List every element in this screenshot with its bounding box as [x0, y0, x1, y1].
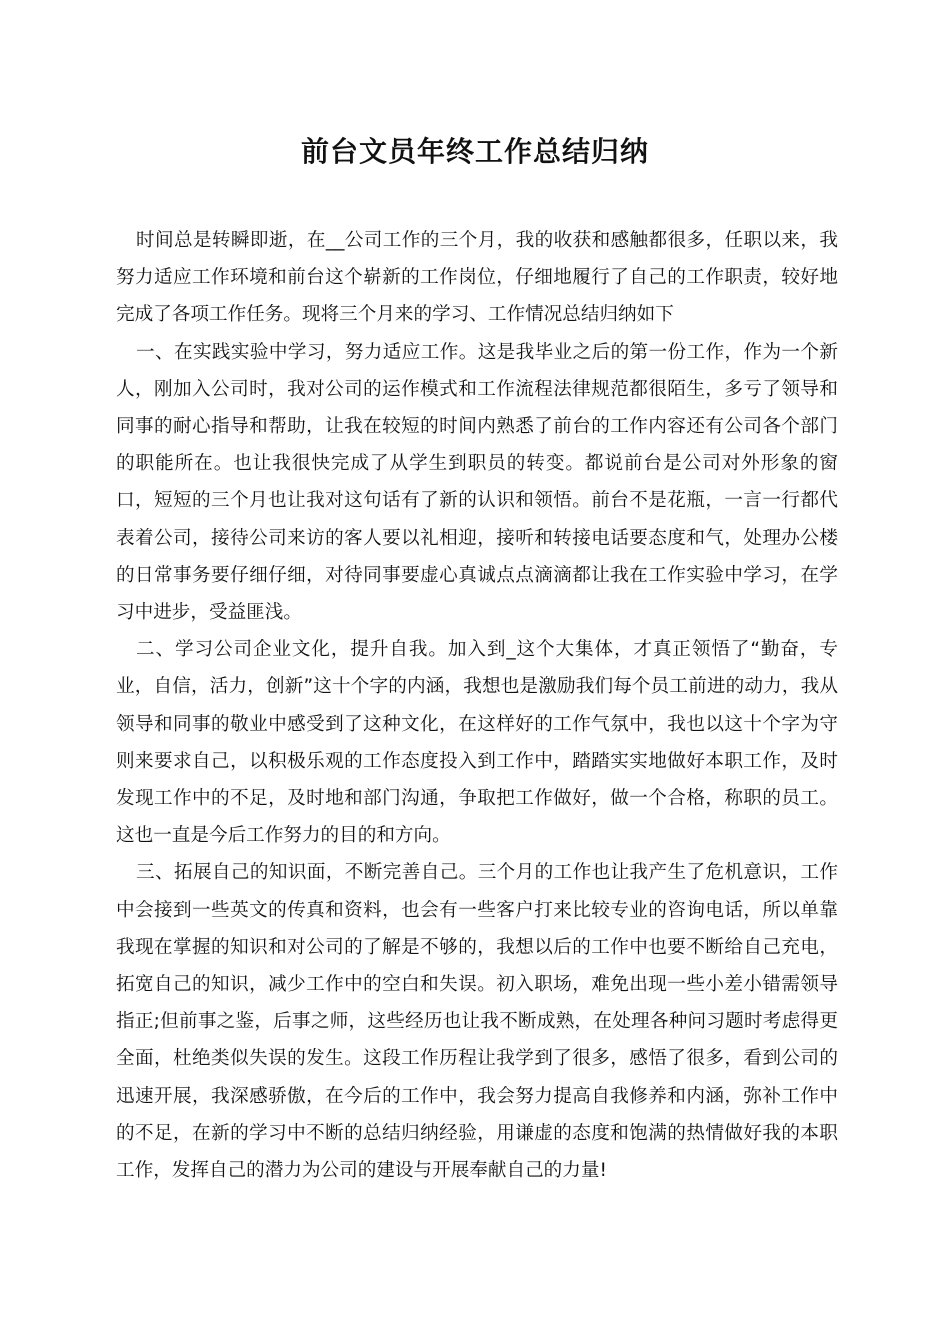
paragraph-section-3: 三、拓展自己的知识面，不断完善自己。三个月的工作也让我产生了危机意识，工作中会接到一些英文的传真和资料，也会有一些客户打来比较专业的咨询电话，所以单靠我现在掌握的知识和对公司的了解是不够的，我想以后的工作中也要不断给自己充电，拓宽自己的知识，减少工作中的空白和失误。初入职场，难免出现一些小差小错需领导指正;但前事之鉴，后事之师，这些经历也让我不断成熟，在处理各种问习题时考虑得更全面，杜绝类似失误的发生。这段工作历程让我学到了很多，感悟了很多，看到公司的迅速开展，我深感骄傲，在今后的工作中，我会努力提高自我修养和内涵，弥补工作中的不足，在新的学习中不断的总结归纳经验，用谦虚的态度和饱满的热情做好我的本职工作，发挥自己的潜力为公司的建设与开展奉献自己的力量! [116, 862, 838, 1182]
document-title: 前台文员年终工作总结归纳 [300, 135, 649, 168]
paragraph-intro: 时间总是转瞬即逝，在__公司工作的三个月，我的收获和感触都很多，任职以来，我努力适应工作环境和前台这个崭新的工作岗位，仔细地履行了自己的工作职责，较好地完成了各项工作任务。现将三个月来的学习、工作情况总结归纳如下 [116, 230, 838, 326]
document-body [116, 222, 838, 1189]
paragraph-section-2: 二、学习公司企业文化，提升自我。加入到_这个大集体，才真正领悟了“勤奋，专业，自信，活力，创新”这十个字的内涵，我想也是激励我们每个员工前进的动力，我从领导和同事的敬业中感受到了这种文化，在这样好的工作气氛中，我也以这十个字为守则来要求自己，以积极乐观的工作态度投入到工作中，踏踏实实地做好本职工作，及时发现工作中的不足，及时地和部门沟通，争取把工作做好，做一个合格，称职的员工。这也一直是今后工作努力的目的和方向。 [116, 639, 838, 847]
paragraph-section-1: 一、在实践实验中学习，努力适应工作。这是我毕业之后的第一份工作，作为一个新人，刚加入公司时，我对公司的运作模式和工作流程法律规范都很陌生，多亏了领导和同事的耐心指导和帮助，让我在较短的时间内熟悉了前台的工作内容还有公司各个部门的职能所在。也让我很快完成了从学生到职员的转变。都说前台是公司对外形象的窗口，短短的三个月也让我对这句话有了新的认识和领悟。前台不是花瓶，一言一行都代表着公司，接待公司来访的客人要以礼相迎，接听和转接电话要态度和气，处理办公楼的日常事务要仔细仔细，对待同事要虚心真诚点点滴滴都让我在工作实验中学习，在学习中进步，受益匪浅。 [116, 341, 838, 624]
